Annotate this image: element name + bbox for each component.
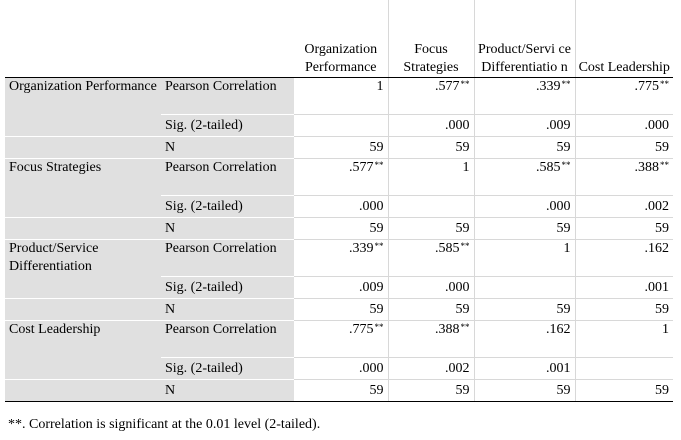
row-variable-label: Organization Performance: [5, 78, 161, 137]
stat-label-sig: Sig. (2-tailed): [161, 277, 294, 299]
pearson-cell: [474, 240, 575, 277]
n-cell: 59: [388, 380, 474, 402]
significance-marker: **: [374, 322, 384, 332]
sig-cell: .000: [575, 115, 673, 137]
sig-cell: .000: [388, 115, 474, 137]
table-row: [5, 137, 673, 159]
sig-cell: .001: [474, 358, 575, 380]
pearson-value: 1: [563, 241, 571, 256]
pearson-cell: [388, 321, 474, 358]
n-cell: 59: [575, 380, 673, 402]
sig-cell: .009: [474, 115, 575, 137]
n-cell: 59: [474, 299, 575, 321]
stat-label-n: N: [161, 218, 294, 240]
n-cell: 59: [474, 218, 575, 240]
n-cell: 59: [575, 218, 673, 240]
sig-cell: .009: [294, 277, 388, 299]
header-blank-cell: [161, 0, 294, 78]
significance-marker: **: [460, 322, 470, 332]
pearson-value: .585: [435, 241, 460, 256]
n-cell: 59: [474, 137, 575, 159]
table-body: [5, 78, 673, 402]
sig-cell: [474, 277, 575, 299]
n-cell: 59: [294, 137, 388, 159]
sig-cell: .002: [388, 358, 474, 380]
column-header: Product/Servi ce Differentiatio n: [474, 0, 575, 78]
pearson-value: .577: [349, 160, 374, 175]
correlation-table: [5, 0, 673, 402]
pearson-cell: [388, 240, 474, 277]
footnote: **. Correlation is significant at the 0.01 level (2-tailed).: [8, 417, 321, 432]
significance-marker: **: [374, 160, 384, 170]
pearson-value: 1: [662, 322, 669, 337]
pearson-value: .775: [349, 322, 374, 337]
pearson-value: .775: [634, 79, 659, 94]
pearson-cell: [474, 78, 575, 115]
column-header: Cost Leadership: [575, 0, 673, 78]
pearson-value: .388: [634, 160, 659, 175]
pearson-value: .388: [435, 322, 460, 337]
sig-cell: .000: [294, 196, 388, 218]
row-variable-label: Product/Service Differentiation: [5, 240, 161, 299]
pearson-cell: [575, 240, 673, 277]
significance-marker: **: [460, 241, 470, 251]
row-variable-label: Cost Leadership: [5, 321, 161, 380]
significance-marker: **: [561, 79, 571, 89]
table-row: [5, 159, 673, 196]
pearson-cell: [575, 78, 673, 115]
n-cell: 59: [388, 299, 474, 321]
n-cell: 59: [575, 137, 673, 159]
pearson-value: .162: [546, 322, 571, 337]
pearson-cell: [575, 321, 673, 358]
stat-label-sig: Sig. (2-tailed): [161, 358, 294, 380]
sig-cell: [575, 358, 673, 380]
significance-marker: **: [460, 79, 470, 89]
n-cell: 59: [388, 218, 474, 240]
row-variable-spacer: [5, 218, 161, 240]
row-variable-spacer: [5, 299, 161, 321]
row-variable-label: Focus Strategies: [5, 159, 161, 218]
sig-cell: .002: [575, 196, 673, 218]
significance-marker: **: [374, 241, 384, 251]
n-cell: 59: [294, 218, 388, 240]
n-cell: 59: [474, 380, 575, 402]
stat-label-n: N: [161, 380, 294, 402]
column-header: Focus Strategies: [388, 0, 474, 78]
pearson-cell: [575, 159, 673, 196]
sig-cell: .000: [294, 358, 388, 380]
stat-label-pearson: Pearson Correlation: [161, 321, 294, 358]
pearson-cell: [474, 159, 575, 196]
n-cell: 59: [388, 137, 474, 159]
pearson-cell: [474, 321, 575, 358]
stat-label-n: N: [161, 299, 294, 321]
n-cell: 59: [294, 380, 388, 402]
table-row: [5, 299, 673, 321]
significance-marker: **: [561, 160, 571, 170]
pearson-cell: [294, 78, 388, 115]
pearson-cell: [388, 78, 474, 115]
pearson-cell: [294, 321, 388, 358]
stat-label-pearson: Pearson Correlation: [161, 159, 294, 196]
sig-cell: .000: [388, 277, 474, 299]
row-variable-spacer: [5, 380, 161, 402]
stat-label-n: N: [161, 137, 294, 159]
table-row: [5, 380, 673, 402]
pearson-value: .339: [536, 79, 561, 94]
n-cell: 59: [294, 299, 388, 321]
header-row: [5, 0, 673, 78]
table-row: [5, 240, 673, 277]
table-row: [5, 218, 673, 240]
stat-label-sig: Sig. (2-tailed): [161, 115, 294, 137]
significance-marker: **: [660, 160, 669, 170]
header-blank-cell: [5, 0, 161, 78]
stat-label-pearson: Pearson Correlation: [161, 240, 294, 277]
pearson-cell: [388, 159, 474, 196]
sig-cell: [294, 115, 388, 137]
pearson-value: .585: [536, 160, 561, 175]
table-row: [5, 78, 673, 115]
stat-label-sig: Sig. (2-tailed): [161, 196, 294, 218]
significance-marker: **: [660, 79, 669, 89]
row-variable-spacer: [5, 137, 161, 159]
column-header: Organization Performance: [294, 0, 388, 78]
stat-label-pearson: Pearson Correlation: [161, 78, 294, 115]
pearson-value: .339: [349, 241, 374, 256]
pearson-value: .162: [644, 241, 669, 256]
pearson-value: .577: [435, 79, 460, 94]
sig-cell: .001: [575, 277, 673, 299]
sig-cell: [388, 196, 474, 218]
pearson-cell: [294, 240, 388, 277]
sig-cell: .000: [474, 196, 575, 218]
table-row: [5, 321, 673, 358]
pearson-cell: [294, 159, 388, 196]
pearson-value: 1: [462, 160, 470, 175]
pearson-value: 1: [376, 79, 384, 94]
n-cell: 59: [575, 299, 673, 321]
